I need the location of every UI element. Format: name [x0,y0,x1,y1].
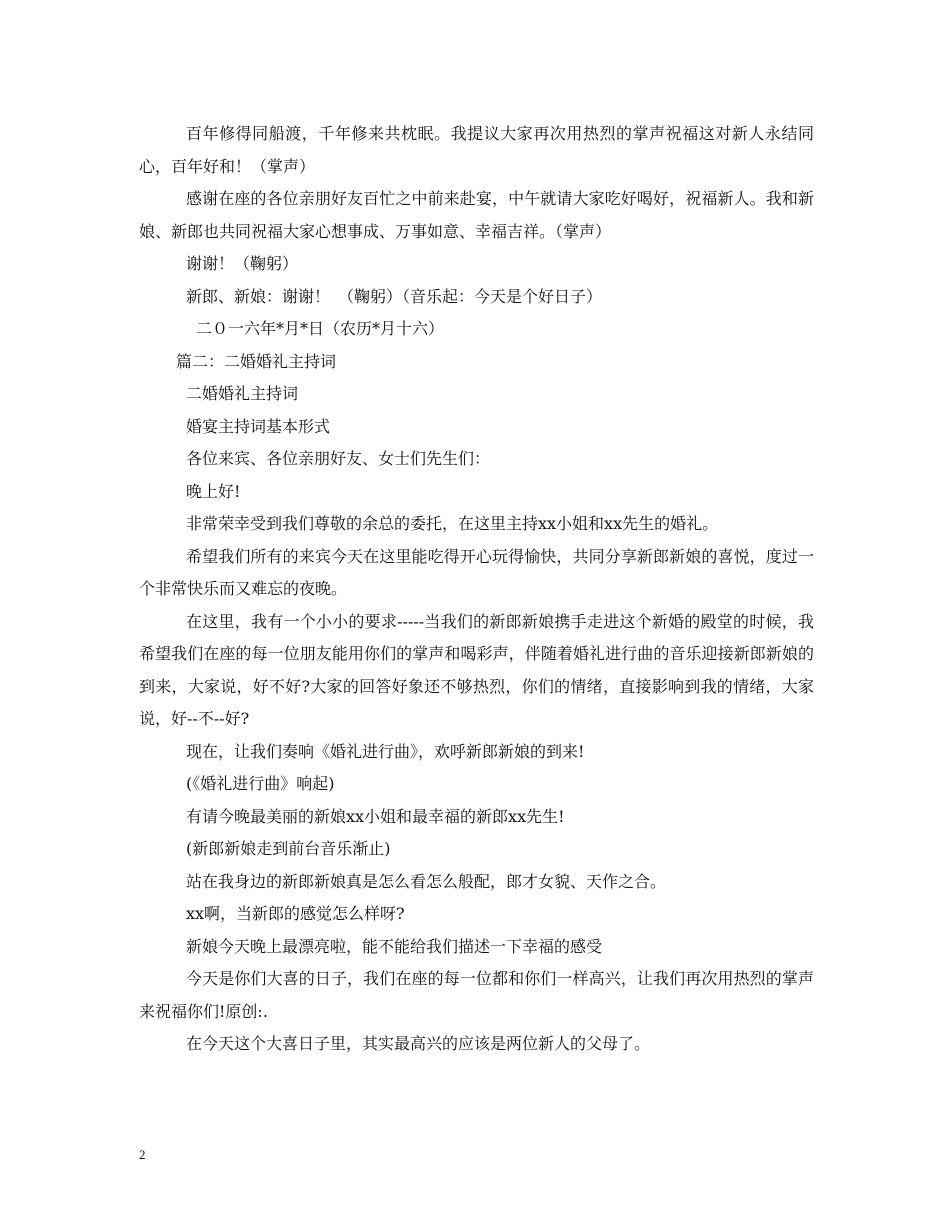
paragraph: 新娘今天晚上最漂亮啦，能不能给我们描述一下幸福的感受 [186,936,603,956]
paragraph: 今天是你们大喜的日子，我们在座的每一位都和你们一样高兴，让我们再次用热烈的掌声来祝福你们!原创:. [139,969,814,1021]
paragraph: (《婚礼进行曲》响起) [186,774,335,793]
page-number: 2 [139,1147,146,1162]
paragraph: 在这里，我有一个小小的要求-----当我们的新郎新娘携手走进这个新婚的殿堂的时候，我希望我们在座的每一位朋友能用你们的掌声和喝彩声，伴随着婚礼进行曲的音乐迎接新郎新娘的到来，大家说，好不好?大家的回答好象还不够热烈，你们的情绪，直接影响到我的情绪，大家说，好--不--好? [139,611,814,728]
paragraph: 希望我们所有的来宾今天在这里能吃得开心玩得愉快，共同分享新郎新娘的喜悦，度过一个非常快乐而又难忘的夜晚。 [139,546,814,598]
paragraph: 感谢在座的各位亲朋好友百忙之中前来赴宴，中午就请大家吃好喝好，祝福新人。我和新娘、新郎也共同祝福大家心想事成、万事如意、幸福吉祥。（掌声） [139,189,814,241]
paragraph: 现在，让我们奏响《婚礼进行曲》，欢呼新郎新娘的到来! [186,741,585,761]
document-body [139,118,814,1061]
paragraph: 各位来宾、各位亲朋好友、女士们先生们： [186,449,491,468]
paragraph: 站在我身边的新郎新娘真是怎么看怎么般配，郎才女貌、天作之合。 [186,871,667,891]
paragraph: xx啊，当新郎的感觉怎么样呀? [186,904,405,923]
paragraph: (新郎新娘走到前台音乐渐止) [186,839,391,858]
paragraph: 谢谢！（鞠躬） [186,254,299,273]
paragraph: 二婚婚礼主持词 [186,384,299,403]
date-line: 二０一六年*月*日（农历*月十六） [196,319,445,338]
paragraph: 晚上好! [186,481,241,501]
paragraph: 婚宴主持词基本形式 [186,416,331,436]
section-heading: 篇二：二婚婚礼主持词 [176,351,337,371]
paragraph: 在今天这个大喜日子里，其实最高兴的应该是两位新人的父母了。 [186,1034,651,1053]
paragraph: 有请今晚最美丽的新娘xx小姐和最幸福的新郎xx先生! [186,806,565,826]
paragraph: 非常荣幸受到我们尊敬的余总的委托，在这里主持xx小姐和xx先生的婚礼。 [186,514,719,533]
paragraph: 新郎、新娘：谢谢！ （鞠躬）（音乐起：今天是个好日子） [186,286,603,306]
paragraph: 百年修得同船渡，千年修来共枕眠。我提议大家再次用热烈的掌声祝福这对新人永结同心，百年好和！（掌声） [139,124,814,176]
